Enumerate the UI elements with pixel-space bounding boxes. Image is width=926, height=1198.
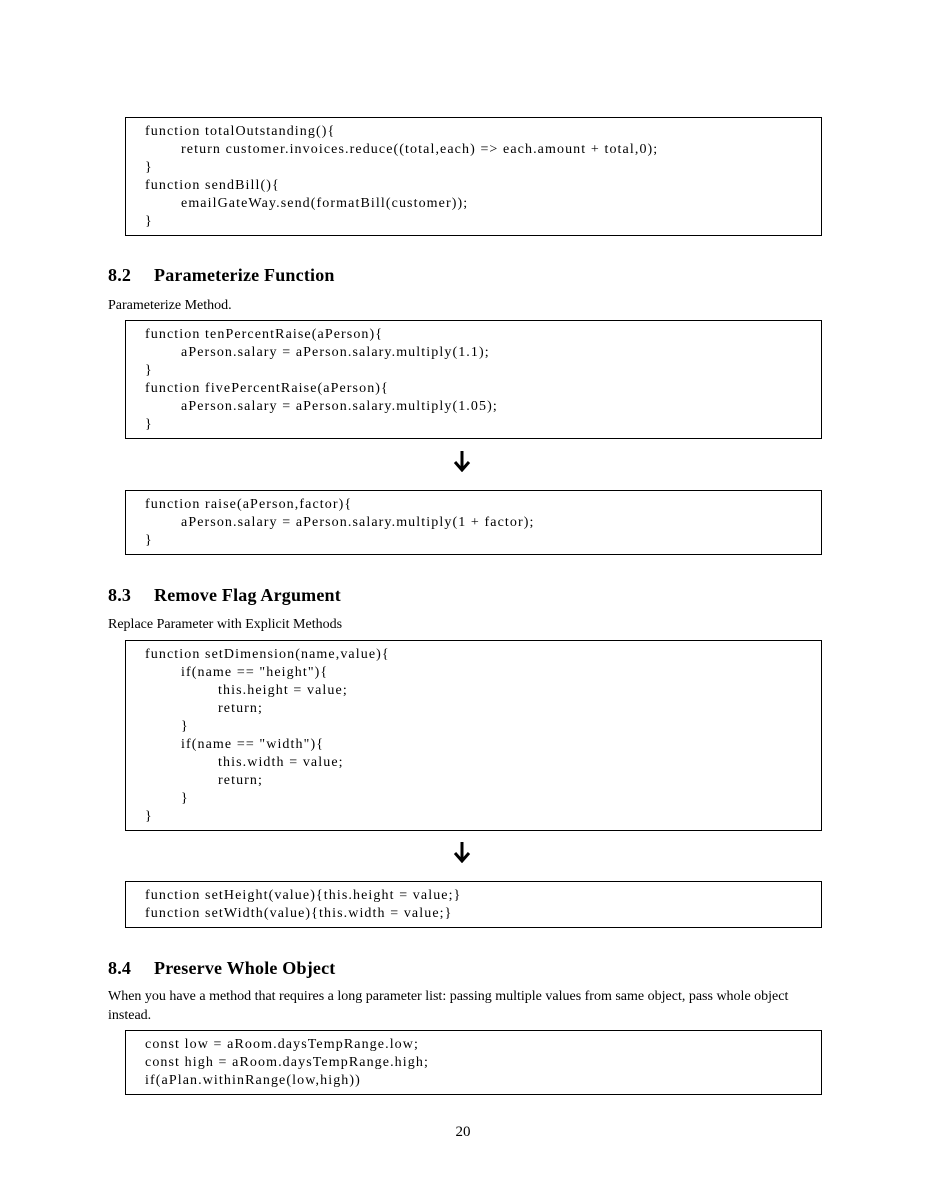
- code-line: function raise(aPerson,factor){: [145, 497, 353, 512]
- code-block-total-outstanding: [125, 117, 822, 236]
- code-line: }: [145, 417, 153, 432]
- code-line: function fivePercentRaise(aPerson){: [145, 381, 389, 396]
- section-heading-8-2: [108, 265, 335, 286]
- code-line: return customer.invoices.reduce((total,each) => each.amount + total,0);: [181, 142, 659, 157]
- code-line: }: [145, 363, 153, 378]
- code-line: if(name == "height"){: [181, 665, 329, 680]
- code-line: function sendBill(){: [145, 178, 280, 193]
- code-line: aPerson.salary = aPerson.salary.multiply(1.1);: [181, 345, 490, 360]
- code-line: function setDimension(name,value){: [145, 647, 390, 662]
- code-line: emailGateWay.send(formatBill(customer));: [181, 196, 469, 211]
- section-description: Parameterize Method.: [108, 298, 232, 313]
- code-line: aPerson.salary = aPerson.salary.multiply(1.05);: [181, 399, 498, 414]
- section-title: Parameterize Function: [154, 265, 335, 285]
- code-line: aPerson.salary = aPerson.salary.multiply(1 + factor);: [181, 515, 535, 530]
- code-block-set-dimension: [125, 640, 822, 831]
- code-block-explicit-setters: [125, 881, 822, 928]
- code-line: function totalOutstanding(){: [145, 124, 336, 139]
- code-line: if(name == "width"){: [181, 737, 325, 752]
- code-line: this.width = value;: [218, 755, 344, 770]
- code-line: const low = aRoom.daysTempRange.low;: [145, 1037, 419, 1052]
- code-line: }: [145, 809, 153, 824]
- down-arrow-icon: [452, 450, 472, 472]
- code-line: return;: [218, 773, 264, 788]
- section-heading-8-3: [108, 585, 341, 606]
- code-line: }: [181, 791, 189, 806]
- section-description: When you have a method that requires a long parameter list: passing multiple values from same object, pass whole object instead.: [108, 989, 789, 1023]
- code-line: const high = aRoom.daysTempRange.high;: [145, 1055, 429, 1070]
- page-number: 20: [455, 1124, 471, 1140]
- section-number: 8.4: [108, 958, 132, 978]
- down-arrow-icon: [452, 841, 472, 863]
- section-number: 8.2: [108, 265, 132, 285]
- code-line: }: [181, 719, 189, 734]
- code-line: if(aPlan.withinRange(low,high)): [145, 1073, 361, 1088]
- section-number: 8.3: [108, 585, 132, 605]
- section-heading-8-4: [108, 958, 335, 979]
- code-block-raise: [125, 490, 822, 555]
- code-line: }: [145, 214, 153, 229]
- code-block-percent-raise: [125, 320, 822, 439]
- code-line: function tenPercentRaise(aPerson){: [145, 327, 384, 342]
- code-line: this.height = value;: [218, 683, 348, 698]
- code-line: }: [145, 533, 153, 548]
- code-line: function setHeight(value){this.height = value;}: [145, 888, 462, 903]
- code-line: function setWidth(value){this.width = value;}: [145, 906, 453, 921]
- section-description: Replace Parameter with Explicit Methods: [108, 617, 343, 632]
- section-title: Remove Flag Argument: [154, 585, 341, 605]
- code-line: return;: [218, 701, 264, 716]
- section-title: Preserve Whole Object: [154, 958, 336, 978]
- code-line: }: [145, 160, 153, 175]
- code-block-preserve-object: [125, 1030, 822, 1095]
